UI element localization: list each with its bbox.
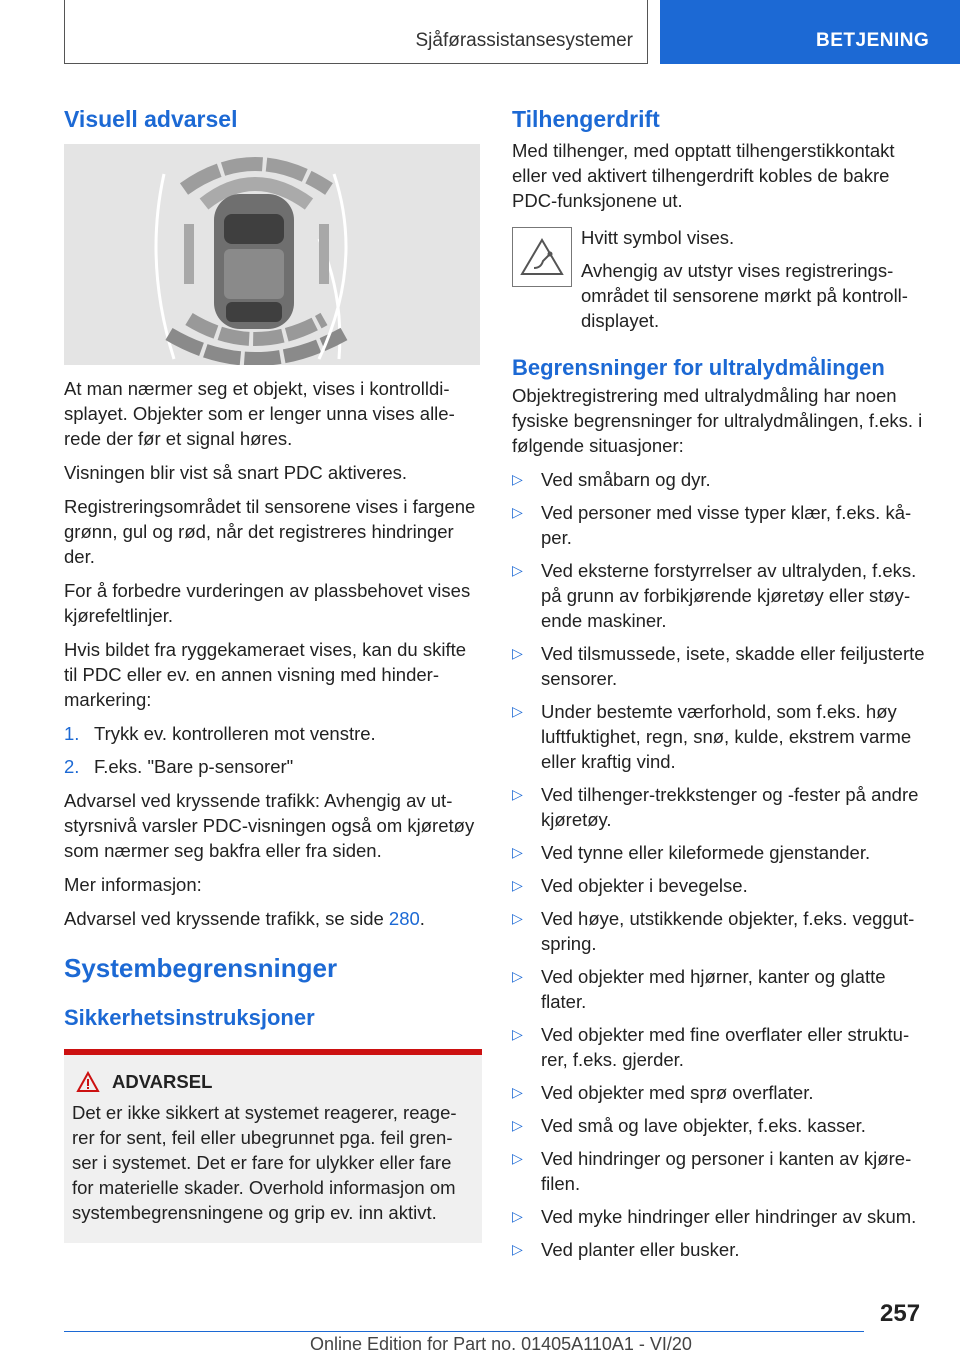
list-item (512, 1237, 928, 1262)
page-reference-link[interactable]: 280 (388, 908, 420, 929)
triangle-bullet-icon: ▷ (512, 1241, 523, 1257)
header-chapter-title: BETJENING (816, 30, 930, 51)
list-item (512, 1080, 928, 1105)
bullet-text: Ved små og lave objekter, f.eks. kasser. (541, 1115, 866, 1136)
list-item (512, 782, 928, 832)
bullet-text: Under bestemte værforhold, som f.eks. høy luftfuktighet, regn, snø, kulde, ekstrem varme eller kraftig vind. (541, 701, 912, 772)
bullet-text: Ved myke hindringer eller hindringer av skum. (541, 1206, 917, 1227)
info-line: Hvitt symbol vises. (581, 227, 735, 248)
heading-safety-instructions: Sikkerhetsinstruksjoner (64, 1005, 315, 1030)
reference-text: Advarsel ved kryssende trafikk, se side (64, 908, 389, 929)
triangle-bullet-icon: ▷ (512, 1026, 523, 1042)
triangle-bullet-icon: ▷ (512, 910, 523, 926)
symbol-info (512, 225, 928, 333)
reference-end: . (419, 908, 425, 929)
left-column (64, 104, 482, 1243)
footer-edition: Online Edition for Part no. 01405A110A1 - VI/20 (310, 1334, 692, 1354)
info-line: Avhengig av utstyr vises registreringsområdet til sensorene mørkt på kontrolldisplayet. (581, 260, 908, 331)
list-item (512, 906, 928, 956)
parking-sensor-image (64, 144, 480, 365)
step-number: 1. (64, 723, 80, 744)
triangle-bullet-icon: ▷ (512, 562, 523, 578)
header-section-box (64, 0, 648, 64)
list-item (512, 558, 928, 633)
bullet-text: Ved objekter i bevegelse. (541, 875, 748, 896)
bullet-text: Ved tynne eller kileformede gjenstander. (541, 842, 871, 863)
bullet-text: Ved objekter med sprø overflater. (541, 1082, 814, 1103)
list-item (512, 641, 928, 691)
triangle-bullet-icon: ▷ (512, 786, 523, 802)
list-item (512, 964, 928, 1014)
triangle-bullet-icon: ▷ (512, 1084, 523, 1100)
bullet-text: Ved høye, utstikkende objekter, f.eks. veggutspring. (541, 908, 915, 954)
paragraph: Mer informasjon: (64, 874, 202, 895)
page-number: 257 (880, 1300, 921, 1327)
step-text: F.eks. "Bare p-sensorer" (94, 756, 294, 777)
right-column (512, 104, 928, 1270)
paragraph: For å forbedre vurderingen av plassbehovet vises kjørefeltlinjer. (64, 580, 471, 626)
warning-box (64, 1049, 482, 1243)
triangle-bullet-icon: ▷ (512, 877, 523, 893)
triangle-bullet-icon: ▷ (512, 1150, 523, 1166)
bullet-text: Ved objekter med hjørner, kanter og glatte flater. (541, 966, 886, 1012)
heading-visual-warning: Visuell advarsel (64, 106, 238, 132)
step-text: Trykk ev. kontrolleren mot venstre. (94, 723, 376, 744)
list-item (512, 840, 928, 865)
header-chapter-tab[interactable] (660, 0, 960, 64)
warning-title: ADVARSEL (112, 1071, 213, 1092)
heading-trailer-mode: Tilhengerdrift (512, 106, 660, 132)
steps-list (64, 721, 482, 779)
limitations-list (512, 467, 928, 1262)
triangle-bullet-icon: ▷ (512, 1117, 523, 1133)
heading-system-limits: Systembegrensninger (64, 953, 338, 983)
triangle-bullet-icon: ▷ (512, 844, 523, 860)
list-item (512, 1113, 928, 1138)
step-number: 2. (64, 756, 80, 777)
list-item (512, 873, 928, 898)
header-section-title: Sjåførassistansesystemer (415, 30, 633, 51)
triangle-bullet-icon: ▷ (512, 703, 523, 719)
bullet-text: Ved tilsmussede, isete, skadde eller feiljusterte sensorer. (541, 643, 925, 689)
triangle-bullet-icon: ▷ (512, 968, 523, 984)
trailer-symbol-icon (512, 227, 572, 287)
paragraph: At man nærmer seg et objekt, vises i kontrolldisplayet. Objekter som er lenger unna vises allerede der før et signal høres. (64, 378, 455, 449)
warning-text: Det er ikke sikkert at systemet reagerer, reagerer for sent, feil eller ubegrunnet pga. feil grenser i systemet. Det er fare for ulykker eller fare for materielle skader. Overhold informasjon om systembegrensningene og grip ev. inn aktivt. (72, 1102, 457, 1223)
symbol-info-text (581, 225, 928, 333)
paragraph: Med tilhenger, med opptatt tilhengerstikkontakt eller ved aktivert tilhengerdrift kobles de bakre PDC-funksjonene ut. (512, 140, 895, 211)
warning-header (72, 1069, 472, 1094)
list-item (512, 1204, 928, 1229)
paragraph: Advarsel ved kryssende trafikk: Avhengig av utstyrsnivå varsler PDC-visningen også om kjøretøy som nærmer seg bakfra eller fra siden. (64, 790, 475, 861)
bullet-text: Ved småbarn og dyr. (541, 469, 711, 490)
bullet-text: Ved hindringer og personer i kanten av kjørefilen. (541, 1148, 912, 1194)
bullet-text: Ved eksterne forstyrrelser av ultralyden, f.eks. på grunn av forbikjørende kjøretøy eller støyende maskiner. (541, 560, 917, 631)
list-item (512, 1146, 928, 1196)
paragraph: Visningen blir vist så snart PDC aktiveres. (64, 462, 408, 483)
bullet-text: Ved objekter med fine overflater eller strukturer, f.eks. gjerder. (541, 1024, 910, 1070)
triangle-bullet-icon: ▷ (512, 504, 523, 520)
bullet-text: Ved personer med visse typer klær, f.eks. kåper. (541, 502, 912, 548)
triangle-bullet-icon: ▷ (512, 471, 523, 487)
bullet-text: Ved tilhenger-trekkstenger og -fester på andre kjøretøy. (541, 784, 919, 830)
list-item (512, 699, 928, 774)
list-item (512, 1022, 928, 1072)
list-item (64, 721, 482, 746)
heading-ultrasonic-limits: Begrensninger for ultralydmålingen (512, 355, 885, 380)
bullet-text: Ved planter eller busker. (541, 1239, 740, 1260)
list-item (512, 467, 928, 492)
paragraph: Registreringsområdet til sensorene vises i fargene grønn, gul og rød, når det registreres hindringer der. (64, 496, 476, 567)
pdc-display-illustration (64, 144, 480, 365)
footer-divider (64, 1331, 864, 1332)
warning-triangle-icon (76, 1071, 100, 1093)
paragraph-with-link (64, 906, 482, 931)
list-item (64, 754, 482, 779)
paragraph: Hvis bildet fra ryggekameraet vises, kan du skifte til PDC eller ev. en annen visning med hindermarkering: (64, 639, 467, 710)
list-item (512, 500, 928, 550)
triangle-bullet-icon: ▷ (512, 645, 523, 661)
paragraph: Objektregistrering med ultralydmåling har noen fysiske begrensninger for ultralydmålingen, f.eks. i følgende situasjoner: (512, 385, 923, 456)
triangle-bullet-icon: ▷ (512, 1208, 523, 1224)
